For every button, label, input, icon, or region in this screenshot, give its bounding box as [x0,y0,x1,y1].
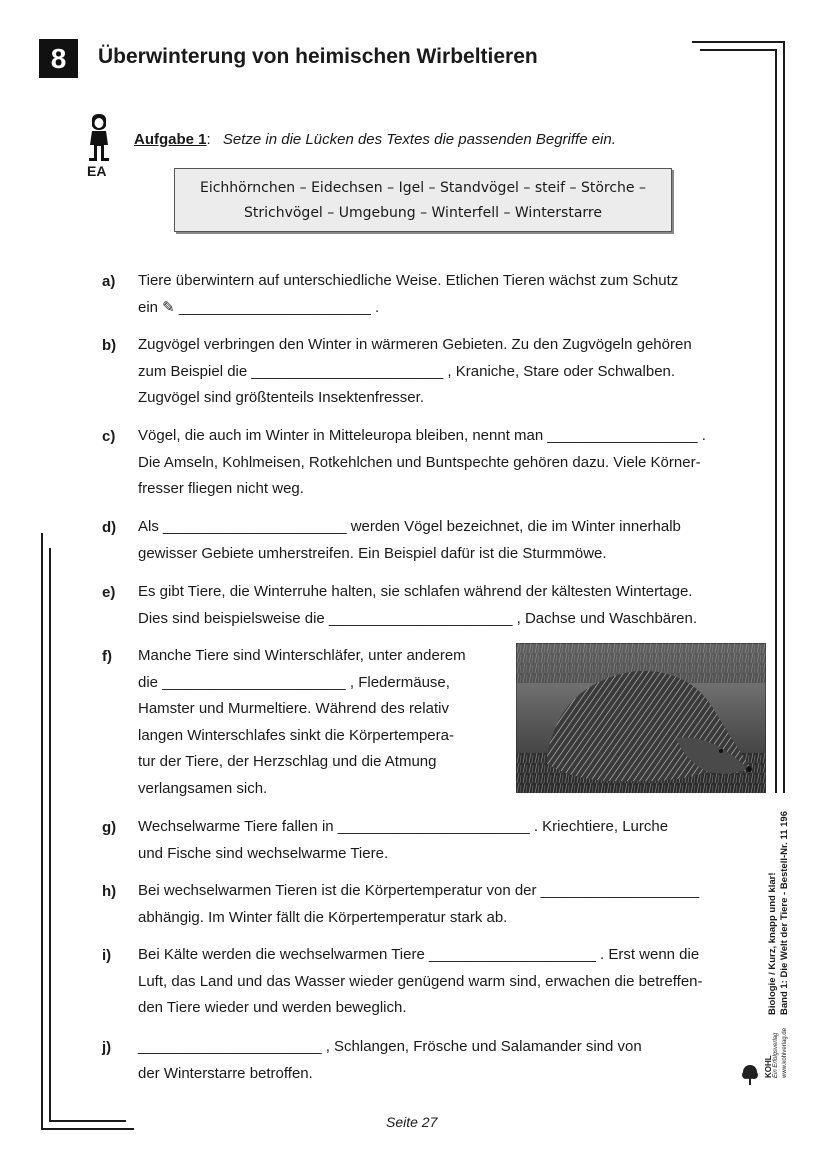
item-letter-j: j) [102,1039,112,1056]
item-line: die ______________________ , Fledermäuse, [138,673,450,691]
item-text-f [138,643,466,802]
item-text-c [138,423,706,503]
item-line: Bei wechselwarmen Tieren ist die Körpertemperatur von der ___________________ [138,882,700,899]
ea-label: EA [87,163,107,179]
item-line: Es gibt Tiere, die Winterruhe halten, sie schlafen während der kältesten Wintertage. [138,583,693,600]
student-icon [84,112,114,164]
task-header [134,131,616,148]
hedgehog-photo [516,643,766,793]
publisher-tagline: Ein Erfolgsverlag [773,1032,779,1078]
item-letter-i: i) [102,947,112,964]
item-line: abhängig. Im Winter fällt die Körpertemperatur stark ab. [138,908,508,926]
task-instruction: Setze in die Lücken des Textes die passenden Begriffe ein. [222,131,616,148]
item-line: Vögel, die auch im Winter in Mitteleuropa bleiben, nennt man __________________ . [138,427,706,444]
publisher-url: www.kohlverlag.de [782,1027,788,1078]
item-line: Tiere überwintern auf unterschiedliche Weise. Etlichen Tieren wächst zum Schutz [138,272,679,289]
word-bank-box [174,168,672,232]
publisher-tree-logo-icon [741,1064,759,1086]
item-letter-h: h) [102,883,117,900]
item-line: Die Amseln, Kohlmeisen, Rotkehlchen und Buntspechte gehören dazu. Viele Körner- [138,453,701,471]
frame-left-inner [49,548,51,1122]
band-order-line: Band 1: Die Welt der Tiere - Bestell-Nr. 11 196 [779,811,790,1015]
item-text-a [138,268,678,321]
item-letter-d: d) [102,519,117,536]
publisher-side-panel [752,793,792,1093]
word-bank-line-1: Eichhörnchen – Eidechsen – Igel – Standvögel – steif – Störche – [200,180,646,196]
item-text-e [138,579,697,632]
item-text-h [138,878,699,931]
item-letter-g: g) [102,819,117,836]
item-letter-a: a) [102,273,116,290]
item-line: Wechselwarme Tiere fallen in _______________________ . Kriechtiere, Lurche [138,818,669,835]
item-line: Bei Kälte werden die wechselwarmen Tiere ____________________ . Erst wenn die [138,946,700,963]
item-line: Als ______________________ werden Vögel bezeichnet, die im Winter innerhalb [138,518,681,535]
frame-right-inner [775,49,777,793]
item-line: Zugvögel sind größtenteils Insektenfresser. [138,389,424,406]
item-line: fresser fliegen nicht weg. [138,480,304,497]
item-line: langen Winterschlafes sinkt die Körpertempera- [138,726,454,744]
series-info-line: Biologie / Kurz, knapp und klar! [767,872,778,1015]
item-line: der Winterstarre betroffen. [138,1064,313,1082]
item-line: und Fische sind wechselwarme Tiere. [138,844,389,862]
item-letter-e: e) [102,584,116,601]
page-number: Seite 27 [386,1114,438,1130]
item-line: zum Beispiel die _______________________ , Kraniche, Stare oder Schwalben. [138,362,676,380]
item-text-d [138,514,681,567]
item-line: ______________________ , Schlangen, Frösche und Salamander sind von [138,1038,642,1055]
item-letter-b: b) [102,337,117,354]
frame-top-right-inner [700,49,777,51]
publisher-logo-text: KOHL [764,1055,773,1078]
item-text-j [138,1034,642,1087]
frame-left-outer [41,533,43,1130]
frame-bottom-left-inner [49,1120,126,1122]
item-text-g [138,814,668,867]
item-line: den Tiere wieder und werden beweglich. [138,999,407,1016]
item-line: Zugvögel verbringen den Winter in wärmeren Gebieten. Zu den Zugvögeln gehören [138,336,692,353]
item-line: Luft, das Land und das Wasser wieder genügend warm sind, erwachen die betreffen- [138,972,703,990]
item-line: ein ✎ _______________________ . [138,298,380,316]
item-line: tur der Tiere, der Herzschlag und die Atmung [138,753,437,770]
item-line: Dies sind beispielsweise die ______________________ , Dachse und Waschbären. [138,609,697,627]
item-letter-f: f) [102,648,112,665]
worksheet-number: 8 [39,39,78,78]
task-label: Aufgabe 1 [134,131,207,148]
frame-top-right-outer [692,41,785,43]
task-colon: : [206,131,211,148]
item-letter-c: c) [102,428,116,445]
frame-right-outer [783,41,785,793]
frame-bottom-left-outer [41,1128,134,1130]
item-line: verlangsamen sich. [138,779,268,797]
item-line: Hamster und Murmeltiere. Während des relativ [138,700,449,717]
item-text-b [138,332,692,412]
item-text-i [138,942,703,1022]
page-title: Überwinterung von heimischen Wirbeltieren [98,45,538,68]
word-bank-line-2: Strichvögel – Umgebung – Winterfell – Winterstarre [243,205,602,221]
item-line: gewisser Gebiete umherstreifen. Ein Beispiel dafür ist die Sturmmöwe. [138,544,607,562]
item-line: Manche Tiere sind Winterschläfer, unter anderem [138,647,466,664]
